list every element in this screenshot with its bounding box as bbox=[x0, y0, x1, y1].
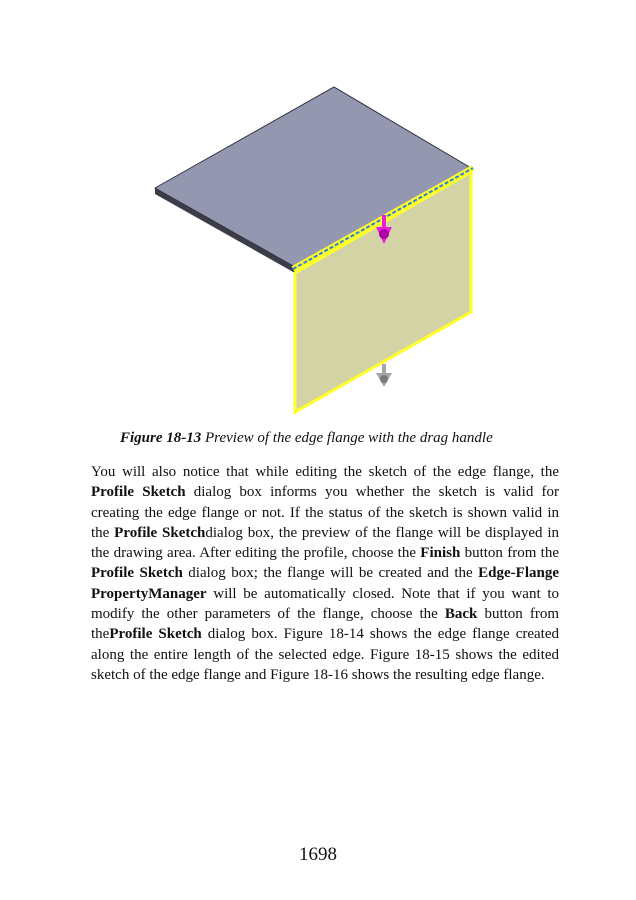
body-paragraph bbox=[91, 462, 559, 685]
ui-term-finish: Finish bbox=[420, 545, 461, 562]
ui-term-edge-flange-propertymanager: Edge-Flange PropertyManager bbox=[91, 565, 560, 602]
figure-caption bbox=[120, 428, 580, 448]
ui-term-profile-sketch: Profile Sketch bbox=[91, 484, 186, 501]
figure-label: Figure 18-13 bbox=[120, 430, 202, 446]
secondary-handle-icon bbox=[376, 364, 392, 387]
ui-term-profile-sketch: Profile Sketch bbox=[114, 524, 206, 541]
paragraph-text: dialog box. Figure 18-14 shows the edge flange created along the entire length of the selected edge. Figure 18-15 shows the edited sketch of the edge flange and Figure 18-16 shows the resulting edge flange. bbox=[91, 626, 559, 683]
edge-flange-figure bbox=[150, 84, 480, 418]
paragraph-text: You will also notice that while editing the sketch of the edge flange, the bbox=[91, 464, 559, 480]
paragraph-text: dialog box informs you whether the sketch is valid for creating the edge flange or not. If the status of the sketch is shown valid in the bbox=[91, 484, 559, 541]
ui-term-profile-sketch: Profile Sketch bbox=[109, 626, 202, 643]
page-number: 1698 bbox=[299, 844, 337, 865]
paragraph-text: dialog box; the flange will be created and the bbox=[182, 565, 479, 582]
paragraph-text: button from the bbox=[460, 545, 559, 562]
figure-caption-text: Preview of the edge flange with the drag handle bbox=[205, 430, 493, 446]
ui-term-back: Back bbox=[444, 606, 478, 623]
edge-flange-preview-illustration bbox=[150, 84, 480, 418]
paragraph-text: dialog box, the preview of the flange will be displayed in the drawing area. After editing the profile, choose the bbox=[91, 524, 560, 562]
paragraph-text: will be automatically closed. Note that if you want to modify the other parameters of the flange, choose the bbox=[91, 585, 559, 623]
ui-term-profile-sketch: Profile Sketch bbox=[91, 565, 183, 582]
paragraph-text: button from the bbox=[91, 606, 559, 643]
